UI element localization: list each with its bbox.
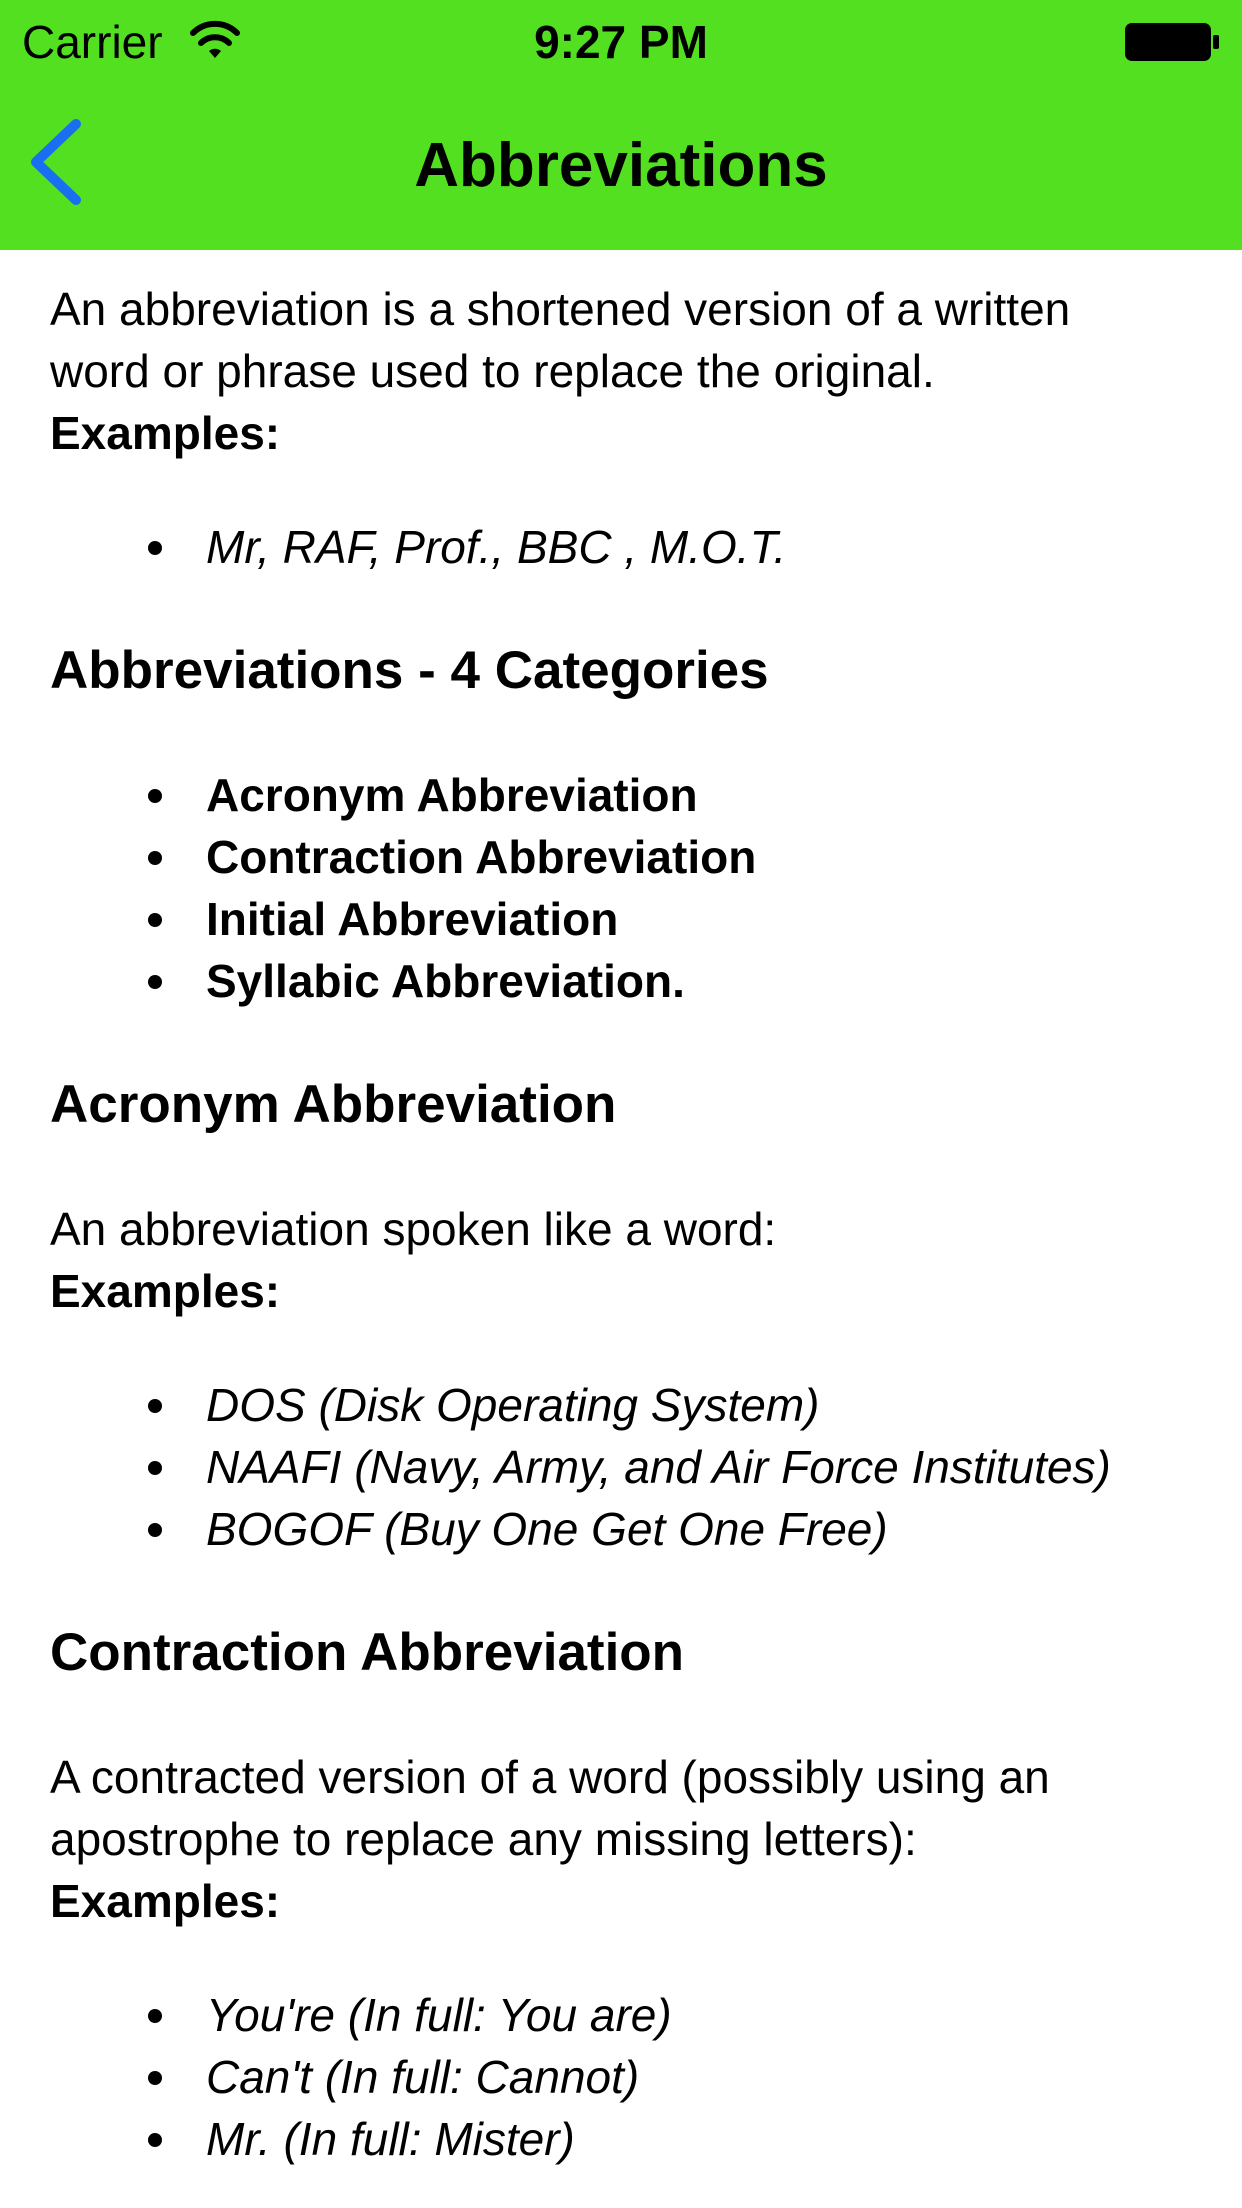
contraction-examples-list bbox=[50, 1984, 1220, 2170]
examples-label: Examples: bbox=[50, 1265, 281, 1317]
contraction-description-line2: apostrophe to replace any missing letters): bbox=[50, 1813, 917, 1865]
examples-label: Examples: bbox=[50, 1875, 281, 1927]
status-time: 9:27 PM bbox=[534, 16, 708, 68]
examples-label: Examples: bbox=[50, 407, 281, 459]
battery-icon bbox=[1124, 22, 1220, 62]
list-item: You're (In full: You are) bbox=[50, 1984, 1220, 2046]
acronym-description: An abbreviation spoken like a word: bbox=[50, 1203, 777, 1255]
list-item: BOGOF (Buy One Get One Free) bbox=[50, 1498, 1220, 1560]
list-item: Acronym Abbreviation bbox=[50, 764, 1220, 826]
list-item: Mr, RAF, Prof., BBC , M.O.T. bbox=[50, 516, 1220, 578]
contraction-description-line1: A contracted version of a word (possibly using an bbox=[50, 1751, 1050, 1803]
page-title: Abbreviations bbox=[414, 131, 828, 200]
list-item: NAAFI (Navy, Army, and Air Force Institutes) bbox=[50, 1436, 1220, 1498]
article-content bbox=[50, 278, 1220, 2170]
section-heading-categories: Abbreviations - 4 Categories bbox=[50, 641, 769, 700]
top-bar bbox=[0, 0, 1242, 250]
list-item: Can't (In full: Cannot) bbox=[50, 2046, 1220, 2108]
categories-list bbox=[50, 764, 1220, 1012]
list-item: Contraction Abbreviation bbox=[50, 826, 1220, 888]
list-item: DOS (Disk Operating System) bbox=[50, 1374, 1220, 1436]
section-heading-contraction: Contraction Abbreviation bbox=[50, 1623, 685, 1682]
list-item: Syllabic Abbreviation. bbox=[50, 950, 1220, 1012]
carrier-label: Carrier bbox=[22, 16, 163, 68]
list-item: Initial Abbreviation bbox=[50, 888, 1220, 950]
acronym-text bbox=[50, 1198, 1220, 1322]
section-heading-acronym: Acronym Abbreviation bbox=[50, 1075, 617, 1134]
acronym-examples-list bbox=[50, 1374, 1220, 1560]
intro-text bbox=[50, 278, 1220, 464]
intro-text-line2: word or phrase used to replace the original. bbox=[50, 345, 935, 397]
intro-examples-list bbox=[50, 516, 1220, 578]
intro-text-line1: An abbreviation is a shortened version of a written bbox=[50, 283, 1071, 335]
list-item: Mr. (In full: Mister) bbox=[50, 2108, 1220, 2170]
contraction-text bbox=[50, 1746, 1220, 1932]
